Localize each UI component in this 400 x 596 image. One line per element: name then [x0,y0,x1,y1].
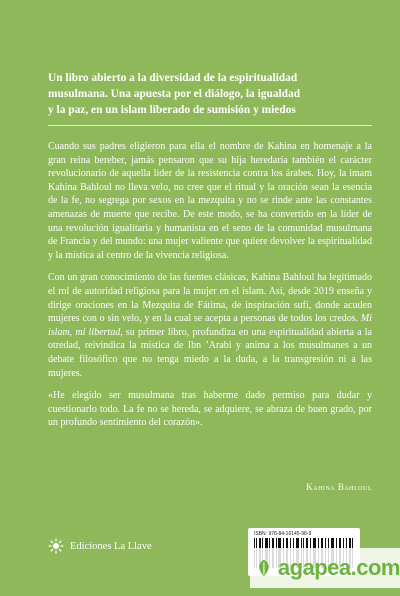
book-title: Mi islam, mi libertad [48,313,372,338]
divider [48,125,372,126]
paragraph-text: Con un gran conocimiento de las fuentes clásicas, Kahina Bahloul ha legitimado el rol de autoridad religiosa para la mujer en el islam. Así, desde 2019 enseña y dirige oraciones en la Mezquita de Fátima, de inspiración sufí, donde acuden mujeres con o sin velo, y en la cual se acepta a personas de todos los credos. [48,272,372,325]
tagline-line: y la paz, en un islam liberado de sumisión y miedos [48,104,296,116]
watermark-text: agapea.com [277,555,400,580]
watermark [250,548,400,588]
publisher-name: Ediciones La Llave [70,540,152,552]
tagline-line: musulmana. Una apuesta por el diálogo, la igualdad [48,88,301,100]
paragraph: Cuando sus padres eligieron para ella el nombre de Kahina en homenaje a la gran reina bereber, jamás pensaron que su hija heredaría también el carácter revolucionario de aquella líder de la resistencia contra los árabes. Hoy, la imam Kahina Bahloul no lleva velo, no cree que el ritual y la oración sean la esencia de la fe, no segrega por sexos en la mezquita y no se rinde ante las constantes amenazas de muerte que recibe. De este modo, se ha convertido en la líder de una revolución igualitaria y humanista en el seno de la comunidad musulmana de Francia y del mundo: una mujer valiente que quiere devolver la espiritualidad y la mística al centro de la vivencia religiosa. [48,141,372,261]
tagline-line: Un libro abierto a la diversidad de la espiritualidad [48,72,298,84]
sun-logo-icon [48,538,64,554]
paragraph-text: , su primer libro, profundiza en una espiritualidad abierta a la otredad, reivindica la mística de Ibn ’Arabi y anima a los musulmanes a un debate filosófico que no tenga miedo a la duda, a la transgresión ni a las mujeres. [48,326,372,379]
quote: «He elegido ser musulmana tras haberme dado permiso para dudar y cuestionarlo todo. La fe no se hereda, se adquiere, se abraza de buen grado, por un profundo sentimiento del corazón». [48,390,372,429]
isbn-label: ISBN: 978-84-16145-98-9 [254,531,312,537]
synopsis [48,140,372,439]
leaf-icon [254,557,274,579]
paragraph [48,271,372,380]
author-signature: Kahina Bahloul [306,482,372,492]
publisher [48,538,152,554]
tagline [48,70,378,118]
